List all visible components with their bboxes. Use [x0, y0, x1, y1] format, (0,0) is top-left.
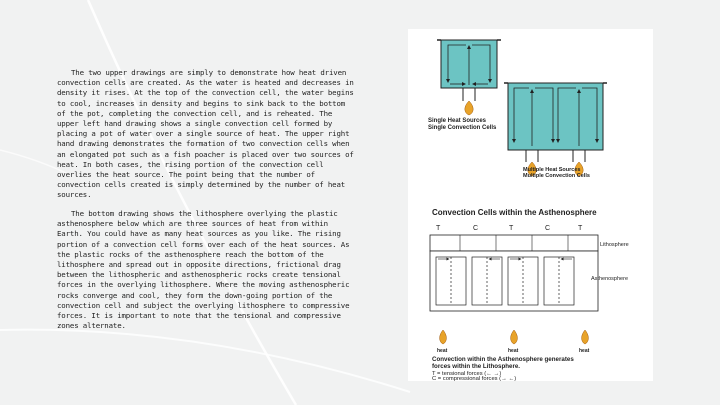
marker-T: T: [509, 225, 514, 232]
background-swoosh-line: [88, 0, 296, 405]
flame-icon: [440, 330, 447, 344]
body-text-block: [57, 209, 357, 331]
convection-figure: [408, 29, 653, 381]
flame-icon: [582, 330, 589, 344]
single-caption-2: Single Convection Cells: [428, 125, 497, 131]
asthenosphere-caption-1: Convection within the Asthenosphere generates: [432, 356, 574, 363]
legend-compression: C = compressional forces (→ ←): [432, 376, 517, 381]
asthenosphere-label: Asthenosphere: [591, 276, 628, 282]
lithosphere-layer: [430, 235, 598, 251]
multiple-pot-water: [508, 83, 603, 150]
flame-icon: [465, 101, 473, 115]
legend-tension: T = tensional forces (← →): [432, 371, 502, 377]
paragraph-convection-pots: The two upper drawings are simply to demonstrate how heat driven convection cells are created. As the water is heated and decreases in density it rises. At the top of the convection cell, the water begins to cool, increases in density and begins to sink back to the bottom of the pot, completing the convection cell, and is reheated. The upper left hand drawing shows a single convection cell formed by placing a pot of water over a single source of heat. The upper right hand drawing demonstrates the formation of two convection cells when an elongated pot such as a fish poacher is placed over two sources of heat. In both cases, the rising portion of the convection cell overlies the heat source. The point being that the number of convection cells created is simply determined by the number of heat sources.: [57, 68, 354, 200]
marker-C: C: [473, 225, 479, 232]
flame-icon: [511, 330, 518, 344]
marker-C: C: [545, 225, 551, 232]
asthenosphere-title: Convection Cells within the Asthenosphere: [432, 208, 597, 217]
background-swoosh-line: [0, 330, 410, 392]
heat-label: heat: [437, 348, 448, 354]
lithosphere-label: Lithosphere: [600, 242, 629, 248]
heat-label: heat: [508, 348, 519, 354]
marker-T: T: [436, 225, 441, 232]
asthenosphere-layer: [430, 251, 598, 311]
multiple-caption-1: Multiple Heat Sources: [523, 167, 581, 173]
asthenosphere-diagram: [430, 208, 629, 381]
multiple-pot-diagram: [504, 83, 607, 179]
paragraph-asthenosphere: The bottom drawing shows the lithosphere overlying the plastic asthenosphere below which are three sources of heat from within Earth. You could have as many heat sources as you like. The rising portion of a convection cell forms over each of the heat sources. As the plastic rocks of the asthenosphere reach the bottom of the lithosphere and spread out in opposite directions, frictional drag between the lithospheric and asthenospheric rocks create tensional forces in the overlying lithosphere. Where the moving asthenospheric rocks converge and cool, they form the down-going portion of the convection cell and subject the overlying lithosphere to compressive forces. It is important to note that the tensional and compressive zones alternate.: [57, 209, 350, 331]
asthenosphere-caption-2: forces within the Lithosphere.: [432, 363, 521, 370]
single-pot-diagram: [428, 40, 501, 131]
marker-T: T: [578, 225, 583, 232]
single-caption-1: Single Heat Sources: [428, 118, 487, 124]
heat-label: heat: [579, 348, 590, 354]
body-text-block: [57, 68, 357, 201]
multiple-caption-2: Multiple Convection Cells: [523, 173, 590, 179]
